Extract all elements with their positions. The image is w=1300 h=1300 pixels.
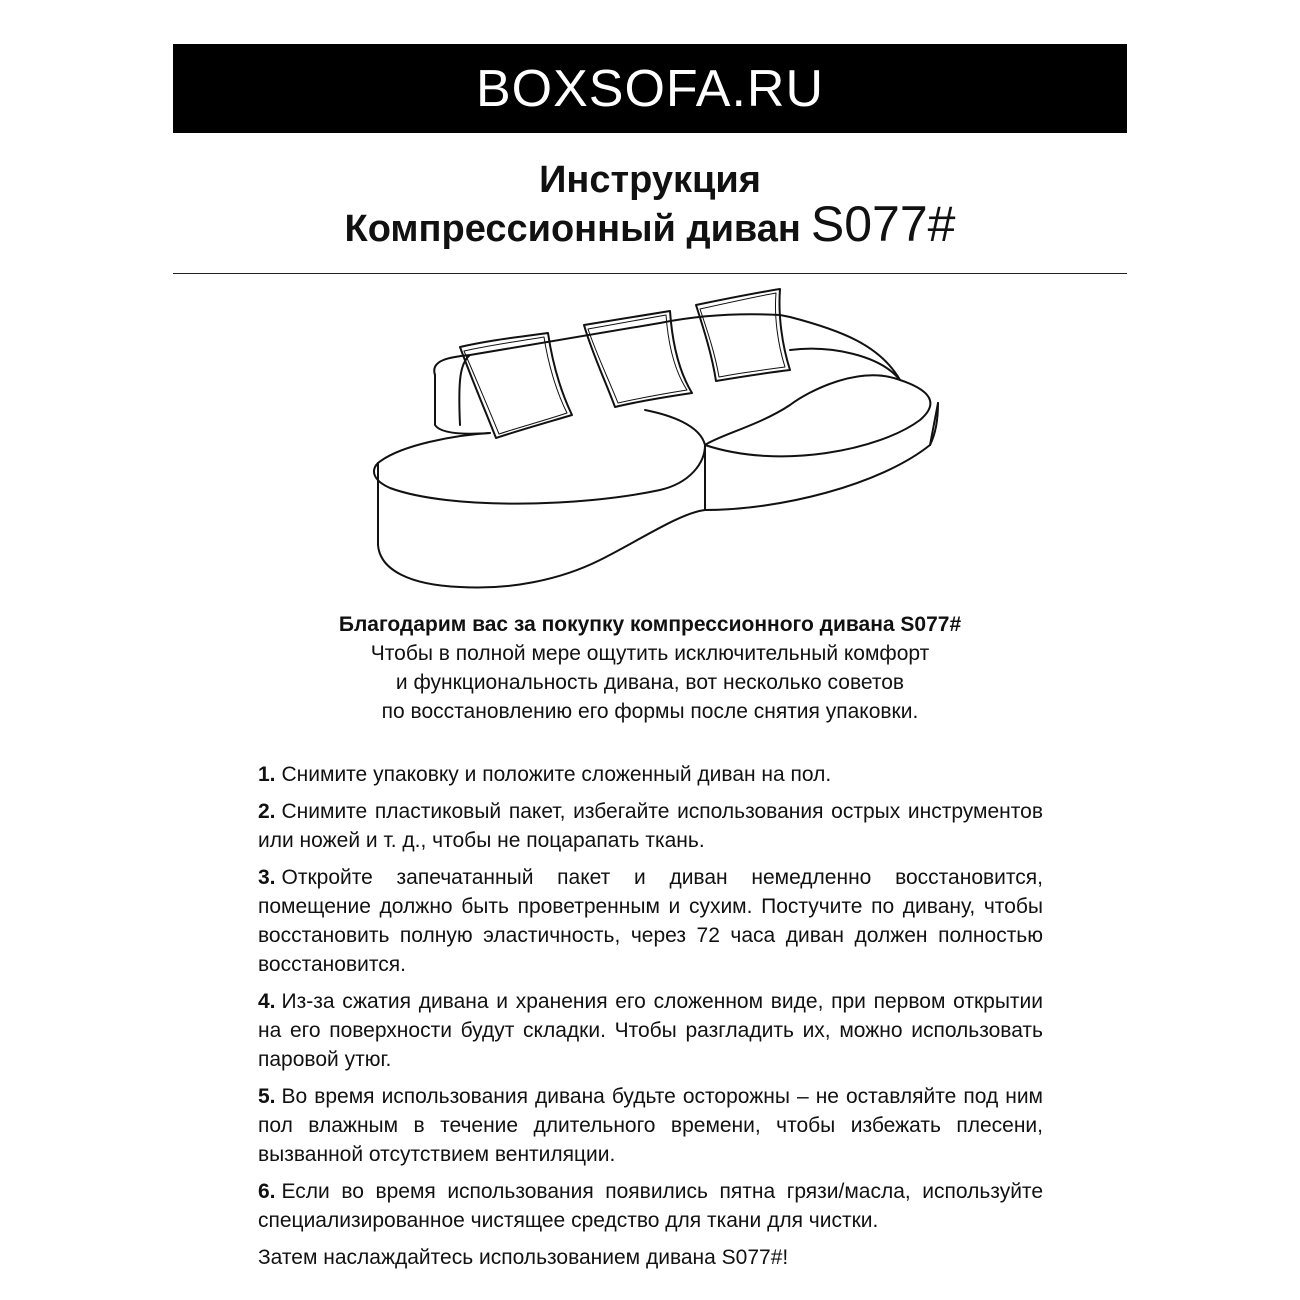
title-product-name: Компрессионный диван	[344, 208, 801, 250]
step-1	[258, 760, 1043, 789]
step-text: Из-за сжатия дивана и хранения его сложенном виде, при первом открытии на его поверхности будут складки. Чтобы разгладить их, можно использовать паровой утюг.	[258, 990, 1043, 1071]
step-6	[258, 1177, 1043, 1235]
step-text: Во время использования дивана будьте осторожны – не оставляйте под ним пол влажным в течение длительного времени, чтобы избежать плесени, вызванной отсутствием вентиляции.	[258, 1085, 1043, 1166]
sofa-line-drawing-icon	[360, 285, 945, 595]
step-number: 6.	[258, 1180, 276, 1203]
step-text: Снимите упаковку и положите сложенный диван на пол.	[281, 763, 832, 786]
step-number: 4.	[258, 990, 276, 1013]
step-3	[258, 863, 1043, 979]
intro-thanks: Благодарим вас за покупку компрессионного дивана S077#	[338, 613, 962, 636]
step-4	[258, 987, 1043, 1074]
brand-banner	[173, 44, 1127, 133]
model-code: S077#	[810, 196, 956, 252]
step-5	[258, 1082, 1043, 1169]
step-2	[258, 797, 1043, 855]
page-title	[173, 158, 1127, 251]
instruction-steps	[258, 760, 1043, 1272]
step-text: Снимите пластиковый пакет, избегайте использования острых инструментов или ножей и т. д., чтобы не поцарапать ткань.	[258, 800, 1043, 852]
step-text: Если во время использования появились пятна грязи/масла, используйте специализированное чистящее средство для ткани для чистки.	[258, 1180, 1043, 1232]
step-text: Откройте запечатанный пакет и диван немедленно восстановится, помещение должно быть проветренным и сухим. Постучите по дивану, чтобы восстановить полную эластичность, через 72 часа диван должен полностью восстановится.	[258, 866, 1043, 976]
intro-text	[173, 610, 1127, 726]
step-number: 2.	[258, 800, 276, 823]
closing-text: Затем наслаждайтесь использованием дивана S077#!	[258, 1246, 789, 1269]
step-number: 3.	[258, 866, 276, 889]
step-number: 1.	[258, 763, 276, 786]
title-product	[173, 196, 1127, 252]
brand-name: BOXSOFA.RU	[475, 59, 825, 118]
intro-line: Чтобы в полной мере ощутить исключительный комфорт	[370, 642, 930, 665]
divider	[173, 273, 1127, 274]
intro-line: по восстановлению его формы после снятия упаковки.	[381, 700, 919, 723]
title-instruction: Инструкция	[539, 159, 761, 201]
step-number: 5.	[258, 1085, 276, 1108]
intro-line: и функциональность дивана, вот несколько советов	[395, 671, 905, 694]
